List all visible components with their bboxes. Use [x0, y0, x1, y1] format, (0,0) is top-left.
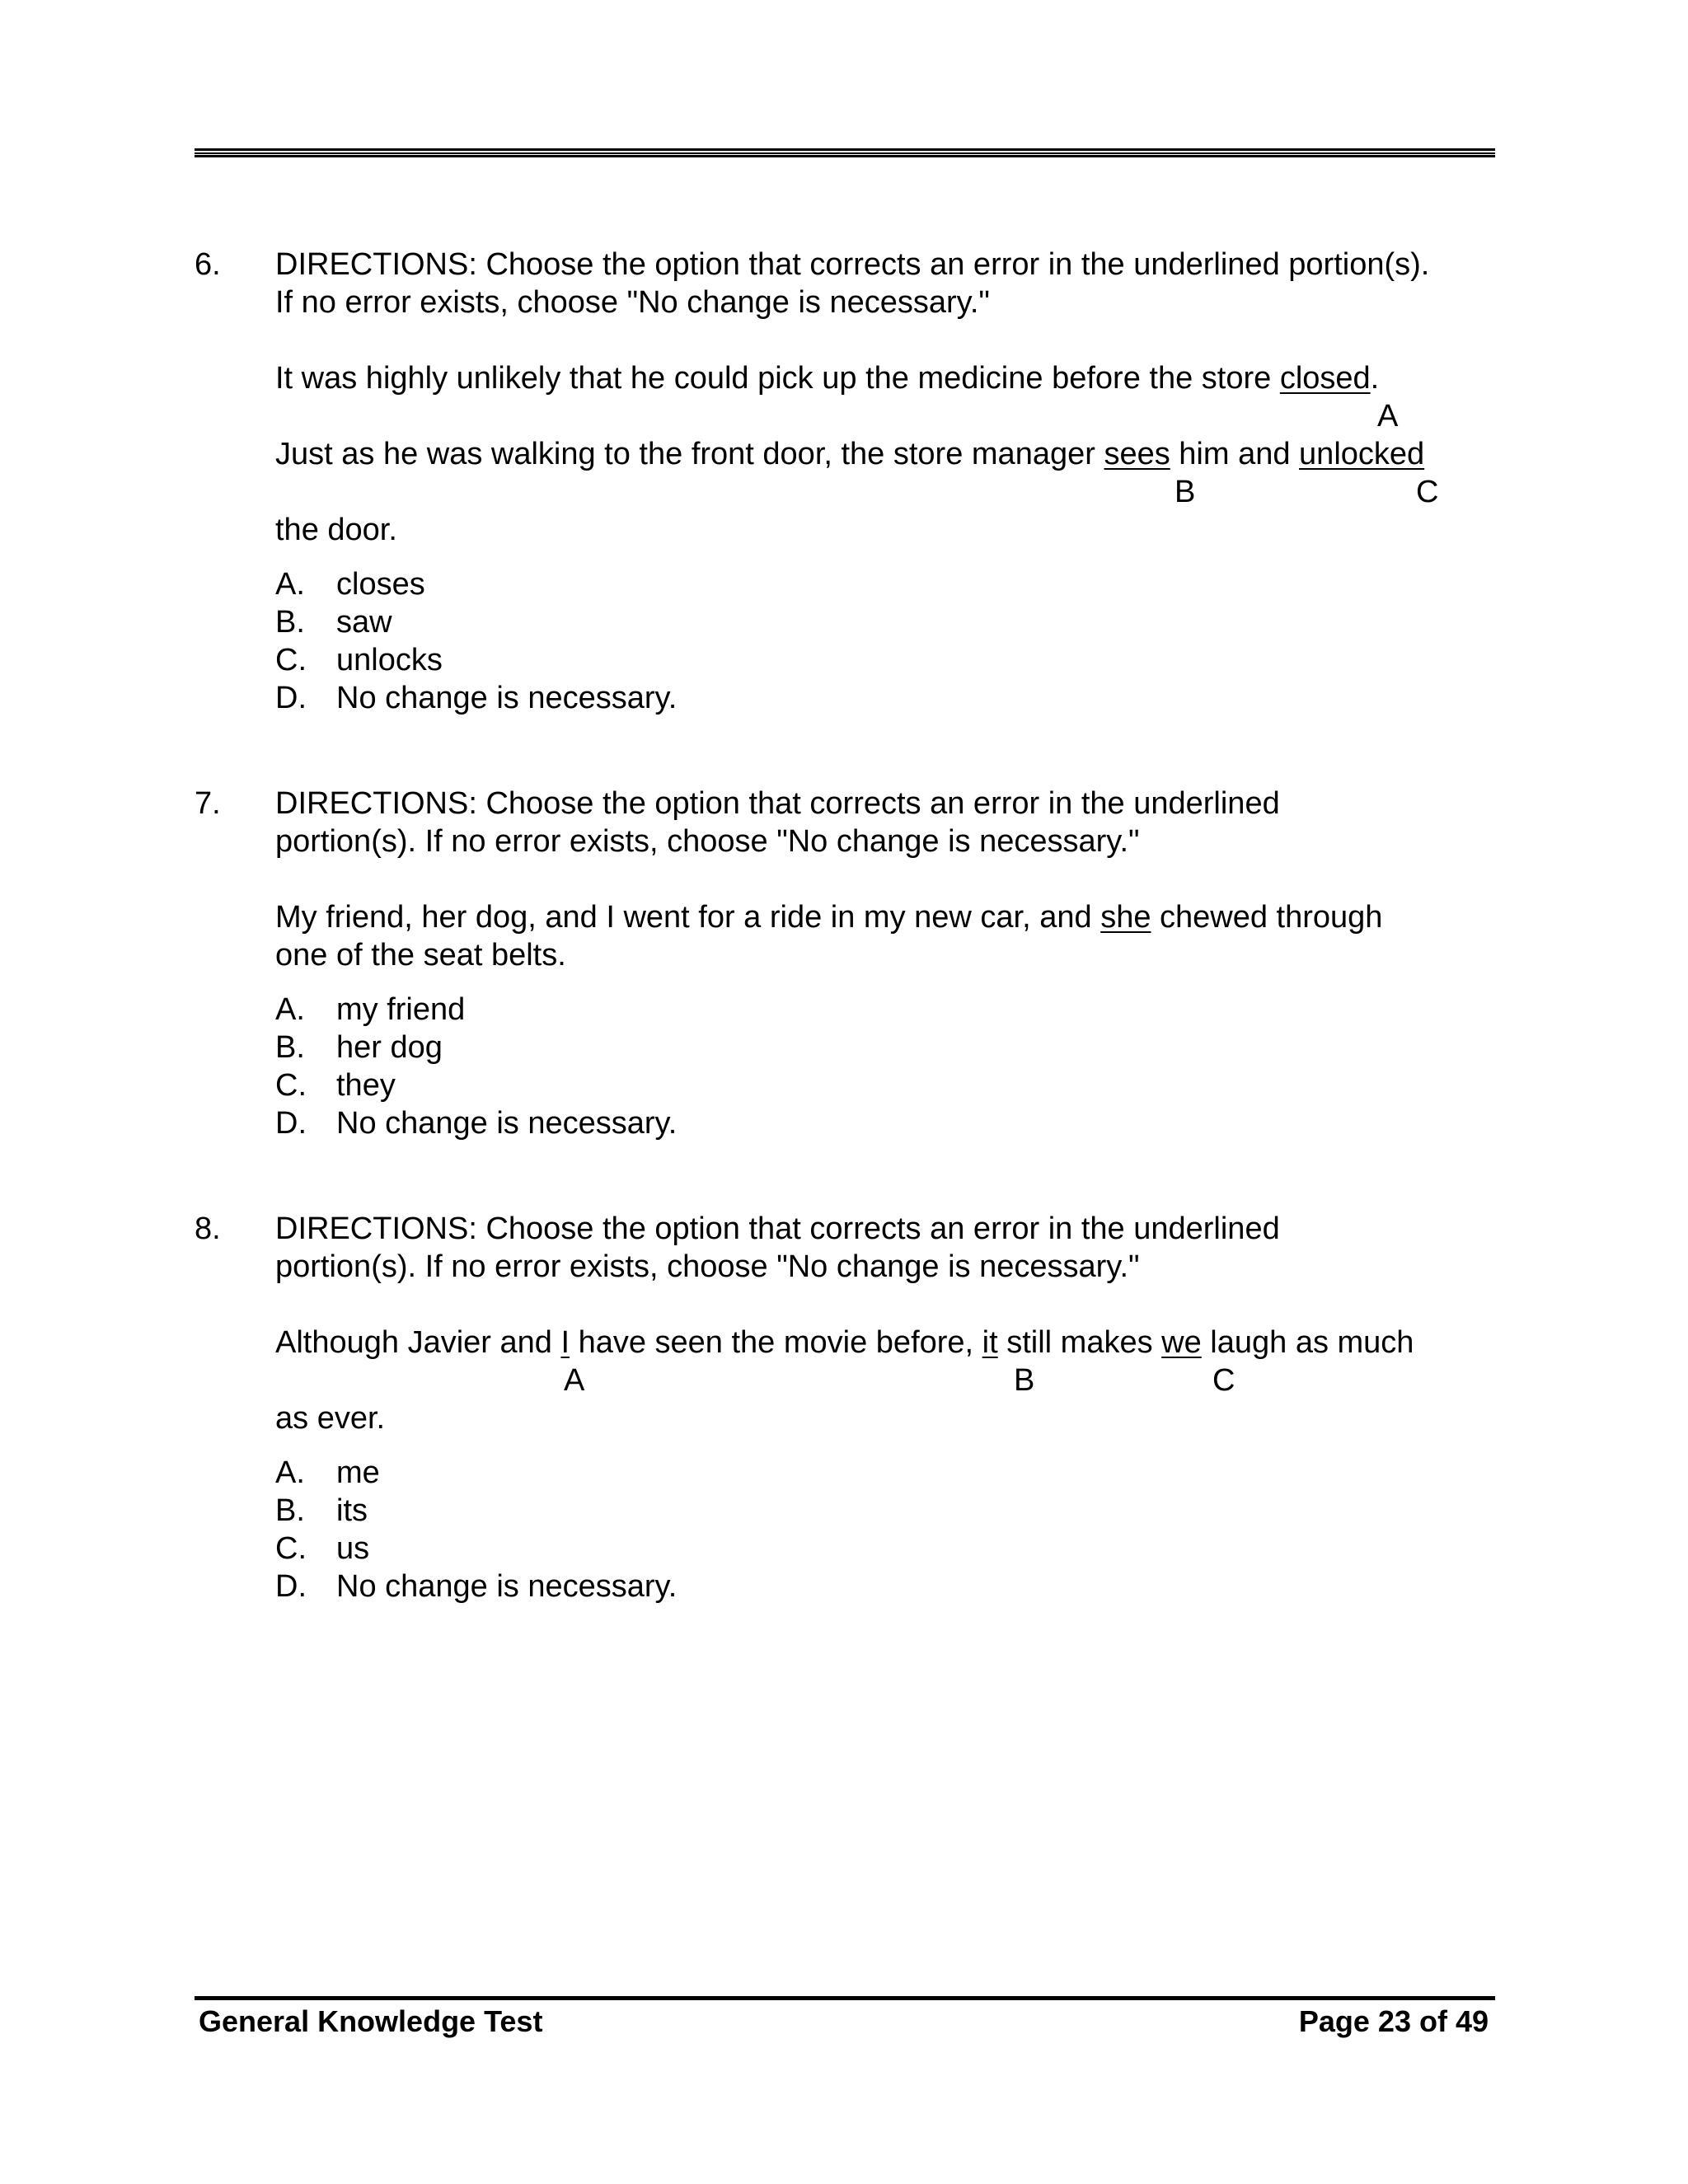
passage-text: My friend, her dog, and I went for a ride in my new car, and: [275, 900, 1101, 935]
option-letter: B.: [275, 1493, 305, 1528]
option-text: No change is necessary.: [336, 1569, 678, 1604]
passage-text: still makes: [997, 1325, 1162, 1360]
underlined-portion-b: it: [982, 1325, 998, 1360]
option-letter: C.: [275, 1531, 307, 1566]
portion-label-b: B: [1175, 475, 1196, 509]
underlined-portion-a: I: [560, 1325, 570, 1360]
answer-option-d[interactable]: [275, 1104, 677, 1142]
directions-line-2: portion(s). If no error exists, choose "No change is necessary.": [275, 824, 1140, 859]
underlined-portion-a: closed: [1279, 361, 1371, 396]
question-number: 6.: [195, 247, 221, 282]
option-letter: A.: [275, 567, 305, 602]
passage-sentence-1: [275, 898, 1382, 936]
answer-option-a[interactable]: [275, 1454, 380, 1492]
passage-text: Just as he was walking to the front door, the store manager: [275, 437, 1104, 471]
option-text: her dog: [336, 1030, 443, 1065]
directions-line-1: DIRECTIONS: Choose the option that corrects an error in the underlined: [275, 786, 1280, 821]
option-text: us: [336, 1531, 370, 1566]
passage-sentence-1: [275, 1324, 1414, 1361]
passage-sentence-2: [275, 435, 1424, 473]
option-text: unlocks: [336, 643, 443, 677]
portion-label-c: C: [1416, 475, 1439, 509]
passage-text: him and: [1170, 437, 1300, 471]
portion-label-a: A: [1377, 399, 1399, 434]
option-text: they: [336, 1068, 396, 1103]
option-text: me: [336, 1455, 380, 1490]
option-text: its: [336, 1493, 368, 1528]
underlined-portion: she: [1100, 900, 1151, 935]
answer-option-d[interactable]: [275, 679, 677, 717]
passage-sentence-3: the door.: [275, 513, 397, 547]
passage-text: Although Javier and: [275, 1325, 561, 1360]
answer-option-b[interactable]: [275, 603, 392, 641]
passage-text: laugh as much: [1201, 1325, 1414, 1360]
footer-rule: [195, 1996, 1495, 2000]
answer-option-b[interactable]: [275, 1029, 443, 1066]
underlined-portion-c: unlocked: [1299, 437, 1425, 471]
option-letter: D.: [275, 681, 307, 715]
answer-option-c[interactable]: [275, 641, 443, 679]
underlined-portion-b: sees: [1104, 437, 1170, 471]
answer-option-b[interactable]: [275, 1492, 368, 1530]
answer-option-d[interactable]: [275, 1568, 677, 1605]
portion-label-b: B: [1014, 1363, 1035, 1398]
passage-text: It was highly unlikely that he could pick up the medicine before the store: [275, 361, 1280, 396]
option-letter: B.: [275, 605, 305, 640]
passage-sentence-1: [275, 359, 1379, 397]
answer-option-c[interactable]: [275, 1066, 396, 1104]
option-text: closes: [336, 567, 425, 602]
directions-line-2: portion(s). If no error exists, choose "No change is necessary.": [275, 1249, 1140, 1284]
question-number: 8.: [195, 1212, 221, 1246]
header-double-rule: [195, 148, 1495, 157]
directions-line-2: If no error exists, choose "No change is necessary.": [275, 285, 990, 320]
question-number: 7.: [195, 786, 221, 821]
option-letter: A.: [275, 992, 305, 1027]
option-letter: C.: [275, 643, 307, 677]
option-letter: B.: [275, 1030, 305, 1065]
answer-option-a[interactable]: [275, 991, 465, 1029]
footer-page-number: Page 23 of 49: [1298, 2004, 1489, 2038]
option-letter: C.: [275, 1068, 307, 1103]
answer-option-c[interactable]: [275, 1530, 369, 1568]
footer-test-title: General Knowledge Test: [199, 2004, 543, 2038]
passage-text: chewed through: [1151, 900, 1383, 935]
option-letter: D.: [275, 1569, 307, 1604]
passage-text: have seen the movie before,: [570, 1325, 982, 1360]
portion-label-a: A: [564, 1363, 585, 1398]
portion-label-c: C: [1212, 1363, 1236, 1398]
option-text: No change is necessary.: [336, 1106, 678, 1141]
option-text: my friend: [336, 992, 466, 1027]
directions-line-1: DIRECTIONS: Choose the option that corrects an error in the underlined portion(s).: [275, 247, 1430, 282]
passage-sentence-2: one of the seat belts.: [275, 938, 566, 972]
directions-line-1: DIRECTIONS: Choose the option that corrects an error in the underlined: [275, 1212, 1280, 1246]
option-letter: A.: [275, 1455, 305, 1490]
answer-option-a[interactable]: [275, 565, 425, 603]
option-text: No change is necessary.: [336, 681, 678, 715]
option-letter: D.: [275, 1106, 307, 1141]
option-text: saw: [336, 605, 392, 640]
passage-sentence-2: as ever.: [275, 1401, 386, 1436]
passage-text: .: [1370, 361, 1380, 396]
underlined-portion-c: we: [1161, 1325, 1202, 1360]
